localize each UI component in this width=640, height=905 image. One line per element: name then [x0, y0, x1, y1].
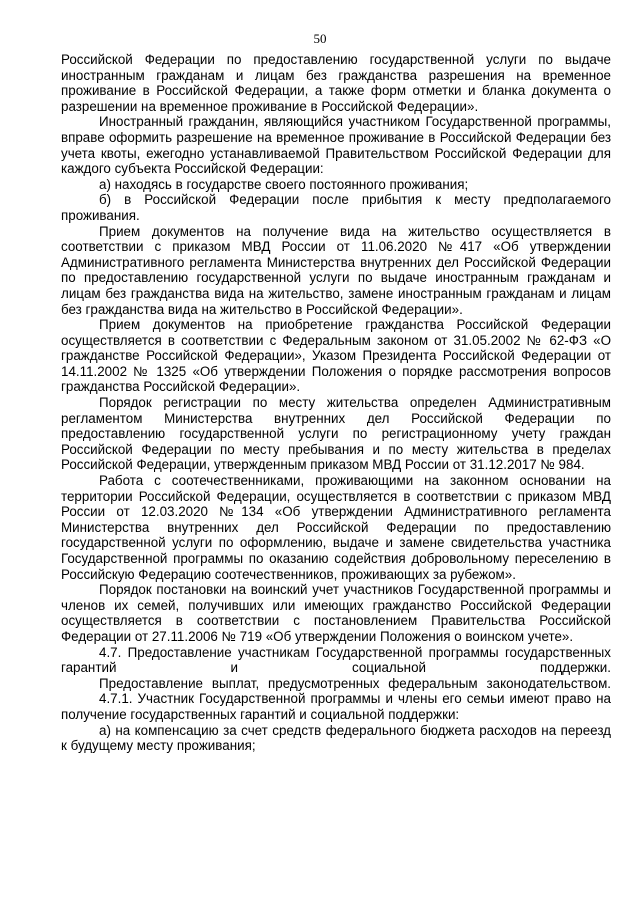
list-item-a: а) находясь в государстве своего постоянного проживания;	[99, 176, 469, 192]
paragraph-military-registration: Порядок постановки на воинский учет участников Государственной программы и членов их семей, получивших или имеющих гражданство Российской Федерации осуществляется в соответствии с постановлением Правительства Российской Федерации от 27.11.2006 № 719 «Об утверждении Положения о воинском учете».	[61, 582, 611, 644]
section-heading-4-7: 4.7. Предоставление участникам Государственной программы государственных гарантий и социальной поддержки.	[61, 644, 611, 676]
list-item-b: б) в Российской Федерации после прибытия к месту предполагаемого проживания.	[61, 192, 611, 223]
section-heading-4-7-1: 4.7.1. Участник Государственной программы и члены его семьи имеют право на получение государственных гарантий и социальной поддержки:	[61, 691, 611, 722]
list-item-compensation: а) на компенсацию за счет средств федерального бюджета расходов на переезд к будущему месту проживания;	[61, 722, 611, 754]
body-text	[61, 52, 611, 754]
paragraph-foreign-citizen: Иностранный гражданин, являющийся участником Государственной программы, вправе оформить разрешение на временное проживание в Российской Федерации без учета квоты, ежегодно устанавливаемой Правительством Российской Федерации для каждого субъекта Российской Федерации:	[61, 114, 611, 177]
paragraph-residence-permit: Прием документов на получение вида на жительство осуществляется в соответствии с приказом МВД России от 11.06.2020 №417 «Об утверждении Административного регламента Министерства внутренних дел Российской Федерации по предоставлению государственной услуги по выдаче иностранным гражданам и лицам без гражданства вида на жительство, замене иностранным гражданам и лицам без гражданства вида на жительство в Российской Федерации».	[61, 223, 611, 317]
page-number: 50	[313, 31, 327, 46]
paragraph-payments: Предоставление выплат, предусмотренных федеральным законодательством.	[99, 675, 611, 691]
paragraph-citizenship: Прием документов на приобретение гражданства Российской Федерации осуществляется в соответствии с Федеральным законом от 31.05.2002 № 62-ФЗ «О гражданстве Российской Федерации», Указом Президента Российской Федерации от 14.11.2002 № 1325 «Об утверждении Положения о порядке рассмотрения вопросов гражданства Российской Федерации».	[61, 317, 611, 395]
paragraph-registration: Порядок регистрации по месту жительства определен Административным регламентом Министерства внутренних дел Российской Федерации по предоставлению государственной услуги по регистрационному учету граждан Российской Федерации по месту пребывания и по месту жительства в пределах Российской Федерации, утвержденным приказом МВД России от 31.12.2017 № 984.	[61, 395, 611, 473]
paragraph-continuation: Российской Федерации по предоставлению государственной услуги по выдаче иностранным гражданам и лицам без гражданства разрешения на временное проживание в Российской Федерации, а также форм отметки и бланка документа о разрешении на временное проживание в Российской Федерации».	[61, 52, 611, 114]
paragraph-compatriots: Работа с соотечественниками, проживающими на законном основании на территории Российской Федерации, осуществляется в соответствии с приказом МВД России от 12.03.2020 №134 «Об утверждении Административного регламента Министерства внутренних дел Российской Федерации по предоставлению государственной услуги по оформлению, выдаче и замене свидетельства участника Государственной программы по оказанию содействия добровольному переселению в Российскую Федерацию соотечественников, проживающих за рубежом».	[61, 473, 611, 582]
